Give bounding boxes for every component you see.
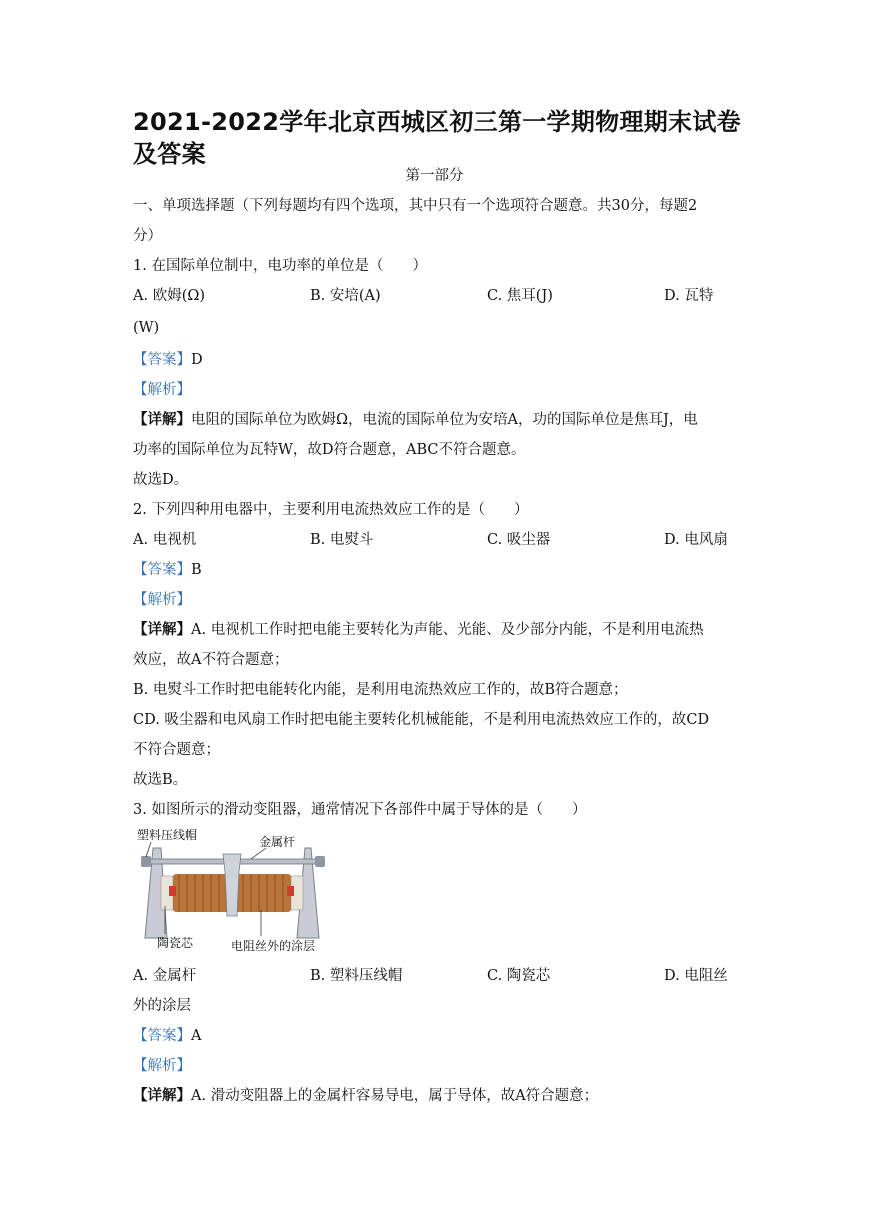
detail-tag: 【详解】 (133, 411, 191, 428)
q2-stem: 2. 下列四种用电器中，主要利用电流热效应工作的是（ ） (133, 502, 529, 518)
q1-detail-line2: 功率的国际单位为瓦特W，故D符合题意，ABC不符合题意。 (133, 442, 526, 458)
answer-value: B (191, 562, 202, 578)
q3-option-d-continued: 外的涂层 (133, 998, 191, 1014)
detail-text: A. 电视机工作时把电能主要转化为声能、光能、及少部分内能，不是利用电流热 (191, 622, 704, 638)
q2-detail-line5: 不符合题意； (133, 742, 220, 758)
terminal-left (169, 886, 176, 896)
answer-tag: 【答案】 (133, 1028, 191, 1044)
q2-analysis-tag: 【解析】 (133, 592, 191, 608)
label-coating: 电阻丝外的涂层 (231, 939, 316, 953)
q1-stem: 1. 在国际单位制中，电功率的单位是（ ） (133, 258, 427, 274)
q2-option-b: B. 电熨斗 (310, 532, 374, 548)
section-heading-line1: 一、单项选择题（下列每题均有四个选项，其中只有一个选项符合题意。共30分，每题2 (133, 198, 698, 214)
label-metal-rod: 金属杆 (259, 835, 296, 849)
section-heading-line2: 分） (133, 228, 162, 244)
answer-tag: 【答案】 (133, 562, 191, 578)
plastic-cap-right (315, 856, 325, 867)
q3-option-b: B. 塑料压线帽 (310, 968, 403, 984)
terminal-right (287, 886, 294, 896)
q2-answer (133, 560, 202, 580)
label-plastic-cap: 塑料压线帽 (137, 828, 198, 842)
detail-tag: 【详解】 (133, 621, 191, 638)
q3-answer (133, 1026, 201, 1046)
q2-conclusion: 故选B。 (133, 772, 188, 788)
q1-answer (133, 350, 203, 370)
q3-analysis-tag: 【解析】 (133, 1058, 191, 1074)
q1-option-c: C. 焦耳(J) (487, 288, 553, 304)
q2-detail-line4: CD. 吸尘器和电风扇工作时把电能主要转化机械能能，不是利用电流热效应工作的，故CD (133, 712, 710, 728)
q3-stem: 3. 如图所示的滑动变阻器，通常情况下各部件中属于导体的是（ ） (133, 802, 587, 818)
answer-tag: 【答案】 (133, 352, 191, 368)
q1-detail-line1 (133, 410, 698, 430)
label-ceramic-core: 陶瓷芯 (157, 936, 194, 950)
q1-option-a: A. 欧姆(Ω) (133, 288, 206, 304)
q1-conclusion: 故选D。 (133, 472, 189, 488)
document-title: 2021-2022学年北京西城区初三第一学期物理期末试卷及答案 (133, 108, 741, 168)
detail-text: 电阻的国际单位为欧姆Ω，电流的国际单位为安培A，功的国际单位是焦耳J，电 (191, 412, 698, 428)
q2-option-c: C. 吸尘器 (487, 532, 551, 548)
answer-value: D (191, 352, 203, 368)
q1-option-b: B. 安培(A) (310, 288, 381, 304)
q3-option-d: D. 电阻丝 (664, 968, 728, 984)
q1-option-d: D. 瓦特 (664, 288, 714, 304)
detail-tag: 【详解】 (133, 1087, 191, 1104)
q3-option-a: A. 金属杆 (133, 968, 197, 984)
plastic-cap-left (141, 856, 151, 867)
q3-detail-line1 (133, 1086, 598, 1106)
rheostat-figure (131, 826, 331, 956)
q2-option-a: A. 电视机 (133, 532, 197, 548)
q2-option-d: D. 电风扇 (664, 532, 728, 548)
q3-option-c: C. 陶瓷芯 (487, 968, 551, 984)
part-heading: 第一部分 (405, 168, 464, 184)
q1-analysis-tag: 【解析】 (133, 382, 191, 398)
q2-detail-line1 (133, 620, 704, 640)
q2-detail-line3: B. 电熨斗工作时把电能转化内能，是利用电流热效应工作的，故B符合题意； (133, 682, 628, 698)
detail-text: A. 滑动变阻器上的金属杆容易导电，属于导体，故A符合题意； (191, 1088, 599, 1104)
q1-option-d-continued: (W) (133, 320, 160, 336)
q2-detail-line2: 效应，故A不符合题意； (133, 652, 289, 668)
answer-value: A (191, 1028, 202, 1044)
